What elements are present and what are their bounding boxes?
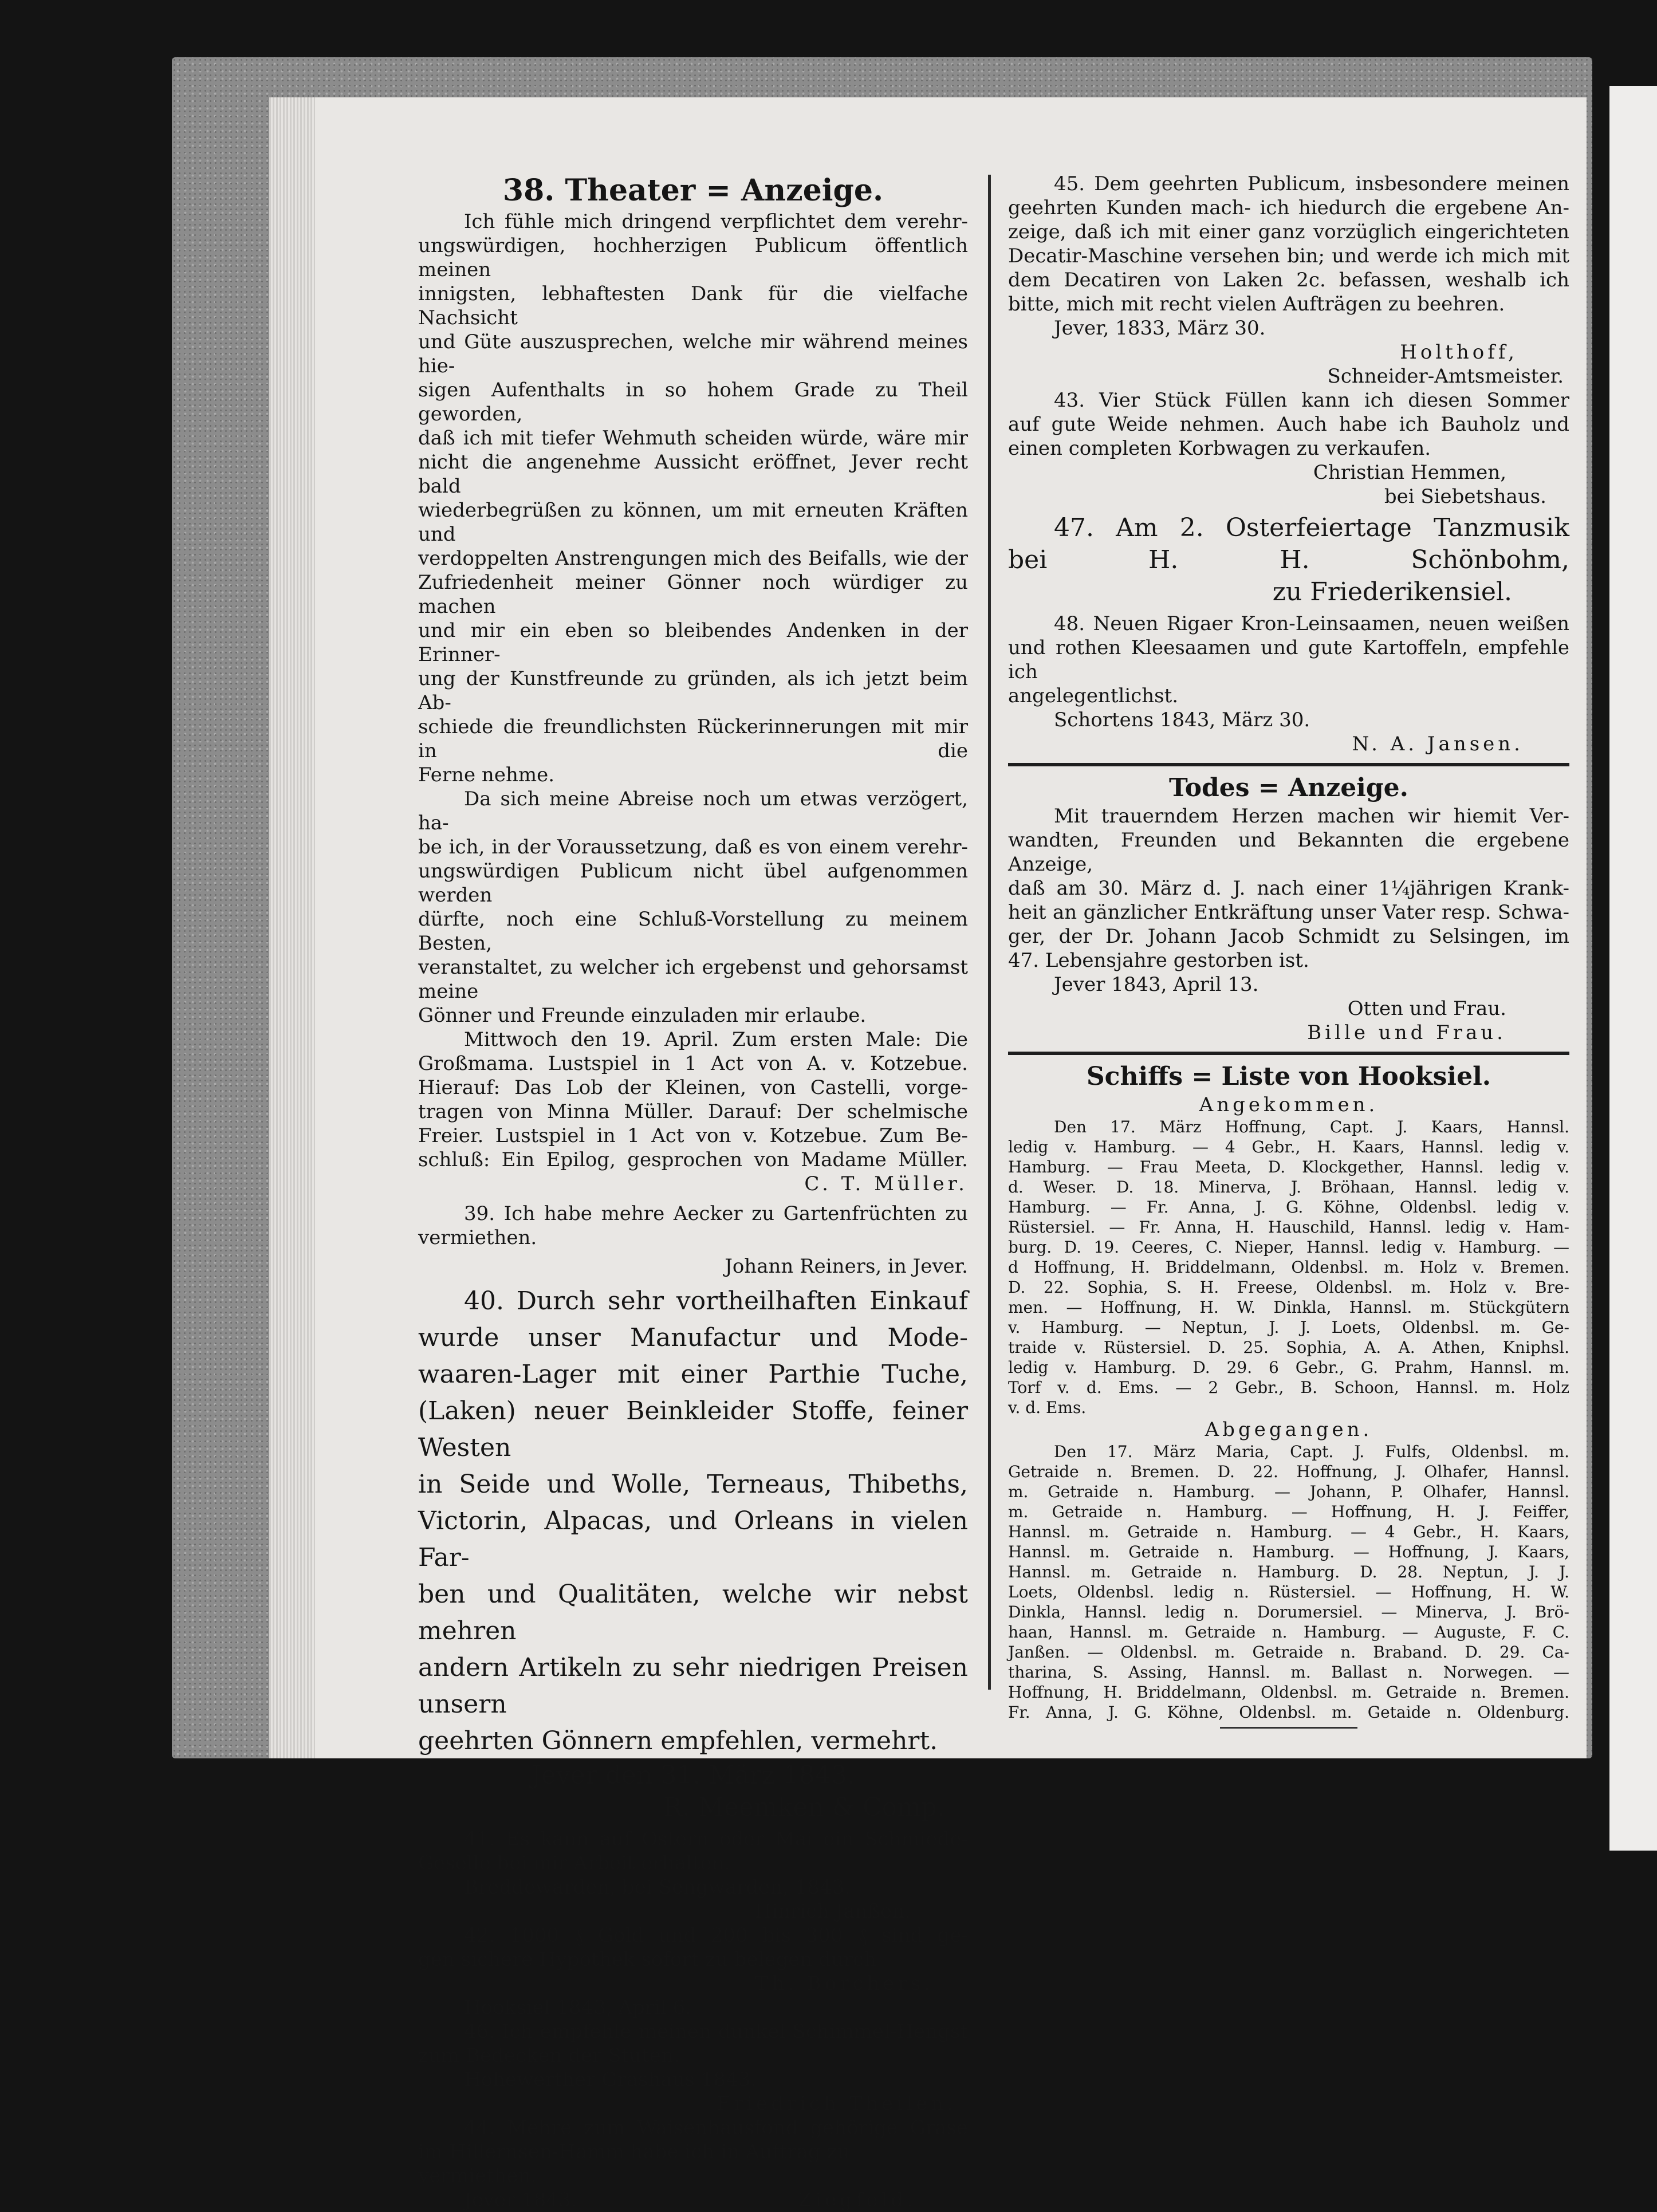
notice-40-signature: R. Meemken & Comp. xyxy=(663,1793,945,1822)
notice-40: 40. Durch sehr vortheilhaften Einkauf wurde unser Manufactur und Mode- waaren-Lager mit einer Parthie Tuche, (Laken) neuer Beinkleider Stoffe, feiner Westen in Seide und Wolle, Terneaus, Thibeths, Victorin, Alpacas, und Orleans in vielen Far- ben und Qualitäten, welche wir nebst mehren andern Artikeln zu sehr niedrigen Preisen unsern geehrten Gönnern empfehlen, vermehrt. Jever den 31. März 1843. R. Meemken & Comp. xyxy=(418,1283,968,1824)
column-divider xyxy=(988,175,991,1690)
notice-41: 41. Es kann auf Ostern oder Mai ein Schmiede- Geselle bei mir Arbeit erhalten. Breddewarden, bei Sengwarden, 1843. Hinrich Janßen. xyxy=(418,1828,968,1923)
death-notice-signature-2: Bille und Frau. xyxy=(1307,1021,1506,1044)
notice-44-signature: Ziegfeld. xyxy=(798,2189,916,2211)
notice-46-signature: Friedrich Theilen. xyxy=(717,2092,957,2115)
page-edges xyxy=(269,97,315,1758)
left-column xyxy=(418,172,968,2212)
theater-signature: C. T. Müller. xyxy=(804,1172,968,1195)
death-notice-heading: Todes = Anzeige. xyxy=(1169,773,1408,802)
theater-paragraph-2: Da sich meine Abreise noch um etwas verzögert, ha- be ich, in der Voraussetzung, daß es von einem verehr- ungswürdigen Publicum nicht übel aufgenommen werden dürfte, noch eine Schluß-Vorstellung zu meinem Besten, veranstaltet, zu welcher ich ergebenst und gehorsamst meine Gönner und Freunde einzuladen mir erlaube. xyxy=(418,788,968,1027)
facing-page-edge xyxy=(1609,86,1657,1851)
theater-paragraph-1: Ich fühle mich dringend verpflichtet dem verehr- ungswürdigen, hochherzigen Publicum öffentlich meinen innigsten, lebhaftesten Dank für die vielfache Nachsicht und Güte auszusprechen, welche mir während meines hie- sigen Aufenthalts in so hohem Grade zu Theil geworden, daß ich mit tiefer Wehmuth scheiden würde, wäre mir nicht die angenehme Aussicht eröffnet, Jever recht bald wiederbegrüßen zu können, um mit erneuten Kräften und verdoppelten Anstrengungen mich des Beifalls, wie der Zufriedenheit meiner Gönner noch würdiger zu machen und mir ein eben so bleibendes Andenken in der Erinner- ung der Kunstfreunde zu gründen, als ich jetzt beim Ab- schiede die freundlichsten Rückerinnerungen mit mir in die Ferne nehme. xyxy=(418,210,968,786)
section-rule xyxy=(1008,763,1569,766)
section-rule xyxy=(1008,1052,1569,1055)
arrived-heading: Angekommen. xyxy=(1199,1093,1379,1116)
notice-43: 43. Vier Stück Füllen kann ich diesen Sommer auf gute Weide nehmen. Auch habe ich Bauholz und einen completen Korbwagen zu verkaufen. Christian Hemmen, bei Siebetshaus. xyxy=(1008,389,1569,508)
notice-39-signature: Johann Reiners, in Jever. xyxy=(725,1255,968,1278)
notice-42: 42. 1000 ₰ Gold und 200 bis 300 ₰ sind ge- gen sichere Hypothek sofort zu belegen durch Th. Borchers. Hooksiel 1843, April 6. xyxy=(418,1924,968,2019)
departed-heading: Abgegangen. xyxy=(1205,1418,1373,1441)
closing-rule xyxy=(1220,1727,1357,1729)
right-column xyxy=(1008,172,1569,1729)
notice-45-signature: Holthoff, xyxy=(1400,341,1518,364)
theater-programme: Mittwoch den 19. April. Zum ersten Male: Die Großmama. Lustspiel in 1 Act von A. v. Kotzebue. Hierauf: Das Lob der Kleinen, von Castelli, vorge- tragen von Minna Müller. Darauf: Der schelmische Freier. Lustspiel in 1 Act von v. Kotzebue. Zum Be- schluß: Ein Epilog, gesprochen von Madame Müller. C. T. Müller. xyxy=(418,1028,968,1195)
notice-43-signature: Christian Hemmen, xyxy=(1313,461,1506,484)
notice-44: 44. Mehre zum Waisenhausfond gehörige Grase im Hillernsen-Hamm habe ich in Auftrag zu vermiethen. Jever 1843. Ziegfeld. xyxy=(418,2116,968,2211)
theater-heading: 38. Theater = Anzeige. xyxy=(502,173,884,208)
notice-48-signature: N. A. Jansen. xyxy=(1352,733,1524,755)
notice-41-signature: Hinrich Janßen. xyxy=(754,1900,911,1923)
notice-39: 39. Ich habe mehre Aecker zu Gartenfrüchten zu vermiethen. Johann Reiners, in Jever. xyxy=(418,1202,968,1278)
death-notice-signature-1: Otten und Frau. xyxy=(1347,997,1506,1020)
notice-46: 46. Ich empfehle meinen dunkel Schimmel-Hengst zum Bedecken der Stuten. Hohewerther Grashaus 1843. Friedrich Theilen. xyxy=(418,2020,968,2115)
notice-47: 47. Am 2. Osterfeiertage Tanzmusik bei H. H. Schönbohm, zu Friederikensiel. xyxy=(1008,513,1569,607)
ship-list-heading: Schiffs = Liste von Hooksiel. xyxy=(1086,1062,1491,1091)
departed-list: Den 17. März Maria, Capt. J. Fulfs, Oldenbsl. m. Getraide n. Bremen. D. 22. Hoffnung, J. Olhafer, Hannsl. m. Getraide n. Hamburg. — Johann, P. Olhafer, Hannsl. m. Getraide n. Hamburg. — Hoffnung, H. J. Feiffer, Hannsl. m. Getraide n. Hamburg. — 4 Gebr., H. Kaars, Hannsl. m. Getraide n. Hamburg. — Hoffnung, J. Kaars, Hannsl. m. Getraide n. Hamburg. D. 28. Neptun, J. J. Loets, Oldenbsl. ledig n. Rüstersiel. — Hoffnung, H. W. Dinkla, Hannsl. ledig n. Dorumersiel. — Minerva, J. Brö- haan, Hannsl. m. Getraide n. Hamburg. — Auguste, F. C. Janßen. — Oldenbsl. m. Getraide n. Braband. D. 29. Ca- tharina, S. Assing, Hannsl. m. Ballast n. Norwegen. — Hoffnung, H. Briddelmann, Oldenbsl. m. Getraide n. Bremen. Fr. Anna, J. G. Köhne, Oldenbsl. m. Getaide n. Oldenburg. xyxy=(1008,1442,1569,1722)
notice-40-date: Jever den 31. März 1843. xyxy=(531,1761,855,1790)
notice-45: 45. Dem geehrten Publicum, insbesondere meinen geehrten Kunden mach- ich hiedurch die ergebene An- zeige, daß ich mit einer ganz vorzüglich eingerichteten Decatir-Maschine versehen bin; und werde ich mich mit dem Decatiren von Laken 2c. befassen, weshalb ich bitte, mich mit recht vielen Aufträgen zu beehren. Jever, 1833, März 30. Holthoff, Schneider-Amtsmeister. xyxy=(1008,172,1569,388)
notice-42-signature: Th. Borchers. xyxy=(755,1972,934,1995)
notice-48: 48. Neuen Rigaer Kron-Leinsaamen, neuen weißen und rothen Kleesaamen und gute Kartoffeln, empfehle ich angelegentlichst. Schortens 1843, März 30. N. A. Jansen. xyxy=(1008,612,1569,755)
ship-list xyxy=(1008,1061,1569,1729)
death-notice: Todes = Anzeige. Mit trauerndem Herzen machen wir hiemit Ver- wandten, Freunden und Bekannten die ergebene Anzeige, daß am 30. März d. J. nach einer 1¼jährigen Krank- heit an gänzlicher Entkräftung unser Vater resp. Schwa- ger, der Dr. Johann Jacob Schmidt zu Selsingen, im 47. Lebensjahre gestorben ist. Jever 1843, April 13. Otten und Frau. Bille und Frau. xyxy=(1008,773,1569,1044)
arrived-list: Den 17. März Hoffnung, Capt. J. Kaars, Hannsl. ledig v. Hamburg. — 4 Gebr., H. Kaars, Hannsl. ledig v. Hamburg. — Frau Meeta, D. Klockgether, Hannsl. ledig v. d. Weser. D. 18. Minerva, J. Bröhaan, Hannsl. ledig v. Hamburg. — Fr. Anna, J. G. Köhne, Oldenbsl. ledig v. Rüstersiel. — Fr. Anna, H. Hauschild, Hannsl. ledig v. Ham- burg. D. 19. Ceeres, C. Nieper, Hannsl. ledig v. Hamburg. — d Hoffnung, H. Briddelmann, Oldenbsl. m. Holz v. Bremen. D. 22. Sophia, S. H. Freese, Oldenbsl. m. Holz v. Bre- men. — Hoffnung, H. W. Dinkla, Hannsl. m. Stückgütern v. Hamburg. — Neptun, J. J. Loets, Oldenbsl. m. Ge- traide v. Rüstersiel. D. 25. Sophia, A. A. Athen, Kniphsl. ledig v. Hamburg. D. 29. 6 Gebr., G. Prahm, Hannsl. m. Torf v. d. Ems. — 2 Gebr., B. Schoon, Hannsl. m. Holz v. d. Ems. xyxy=(1008,1117,1569,1417)
